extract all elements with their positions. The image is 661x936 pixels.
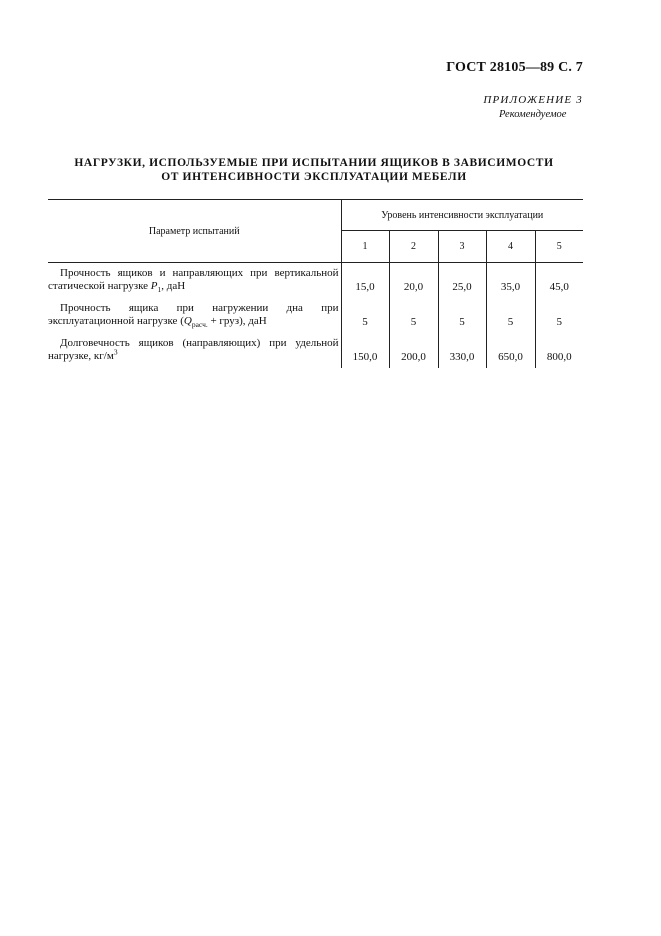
table-cell: 5: [486, 298, 535, 333]
param-column-header: Параметр испытаний: [48, 200, 341, 263]
level-header-3: 3: [438, 231, 486, 263]
table-cell: 200,0: [389, 333, 438, 368]
level-header-4: 4: [486, 231, 535, 263]
table-cell: 25,0: [438, 263, 486, 299]
table-row: [48, 333, 583, 368]
table-cell: 330,0: [438, 333, 486, 368]
table-row: [48, 263, 583, 299]
appendix-label: [383, 93, 583, 122]
level-header-2: 2: [389, 231, 438, 263]
title-line-1: НАГРУЗКИ, ИСПОЛЬЗУЕМЫЕ ПРИ ИСПЫТАНИИ ЯЩИКОВ В ЗАВИСИМОСТИ: [74, 157, 554, 169]
appendix-number: ПРИЛОЖЕНИЕ 3: [483, 94, 583, 106]
table-cell: 20,0: [389, 263, 438, 299]
row-parameter: Прочность ящика при нагружении дна при эксплуатационной нагрузке ($Q_{расч.}$ + груз), даН: [48, 298, 341, 333]
table-cell: 15,0: [355, 281, 375, 293]
table-row: [48, 298, 583, 333]
table-cell: 150,0: [352, 351, 378, 363]
table-cell: 800,0: [535, 333, 583, 368]
table-cell: 5: [438, 298, 486, 333]
table-cell: 5: [362, 316, 368, 328]
table-cell: 650,0: [486, 333, 535, 368]
table-cell: 5: [535, 298, 583, 333]
table-cell: 45,0: [535, 263, 583, 299]
table-cell: 5: [389, 298, 438, 333]
row-parameter: Прочность ящиков и направляющих при вертикальной статической нагрузке $P_1$, даН: [48, 263, 341, 299]
level-column-header: Уровень интенсивности эксплуатации: [341, 200, 583, 231]
level-header-1: 1: [341, 231, 389, 263]
loads-table: [48, 199, 583, 368]
document-header: ГОСТ 28105—89 С. 7: [446, 60, 583, 75]
table-cell: 35,0: [486, 263, 535, 299]
appendix-status: Рекомендуемое: [499, 109, 567, 120]
row-parameter: Долговечность ящиков (направляющих) при удельной нагрузке, $кг/м^3$: [48, 333, 341, 368]
title-line-2: ОТ ИНТЕНСИВНОСТИ ЭКСПЛУАТАЦИИ МЕБЕЛИ: [161, 171, 467, 183]
page-title: [48, 156, 580, 184]
level-header-5: 5: [535, 231, 583, 263]
